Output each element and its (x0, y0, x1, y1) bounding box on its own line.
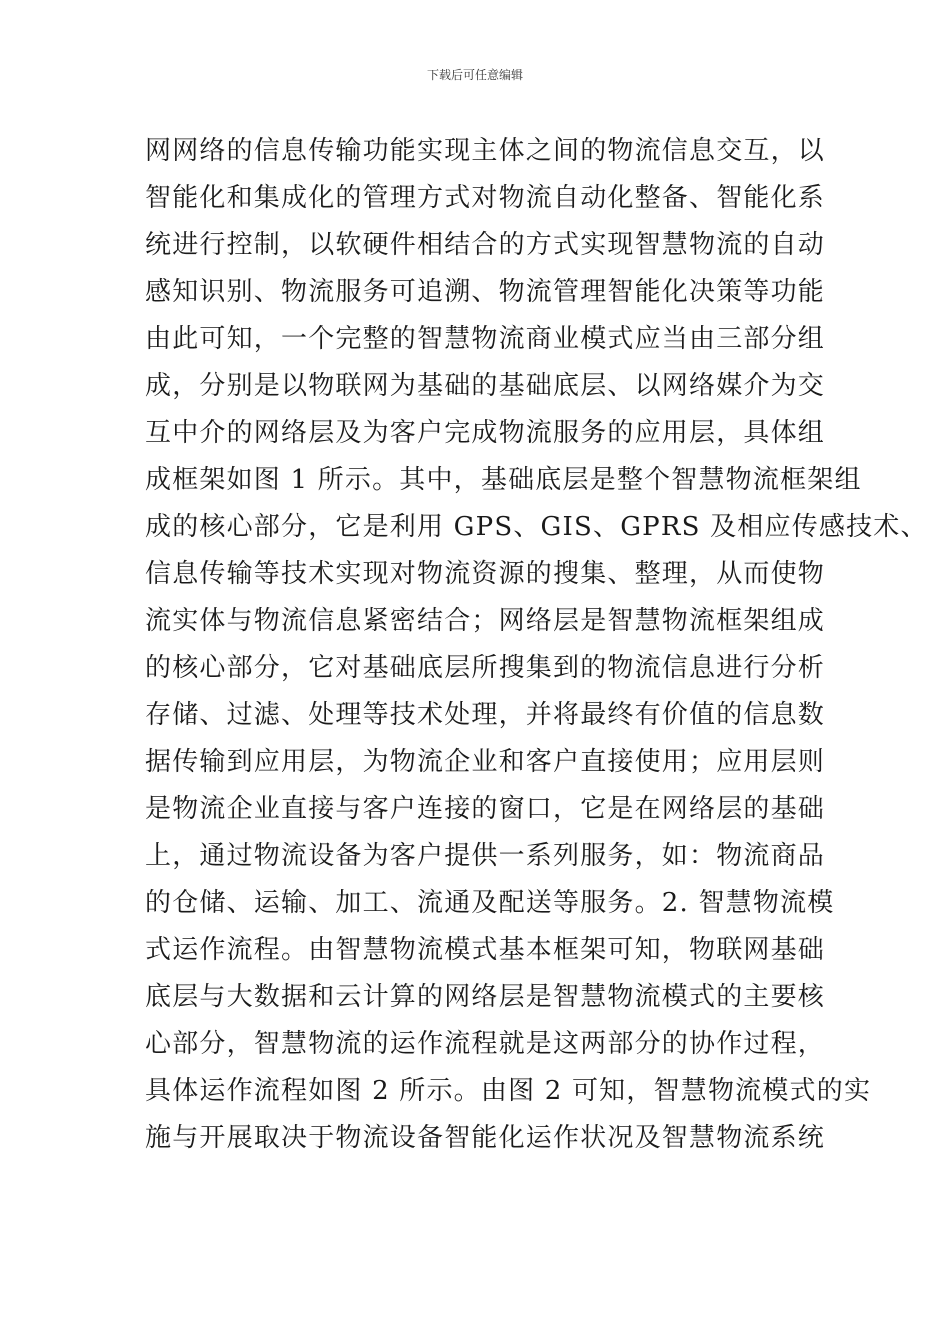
text-line: 施与开展取决于物流设备智能化运作状况及智慧物流系统 (145, 1123, 826, 1153)
text-line: 成的核心部分，它是利用 GPS、GIS、GPRS 及相应传感技术、 (145, 512, 928, 542)
text-line: 互中介的网络层及为客户完成物流服务的应用层，具体组 (145, 418, 826, 448)
text-line: 流实体与物流信息紧密结合；网络层是智慧物流框架组成 (145, 606, 826, 636)
text-line: 是物流企业直接与客户连接的窗口，它是在网络层的基础 (145, 794, 826, 824)
text-line: 智能化和集成化的管理方式对物流自动化整备、智能化系 (145, 183, 826, 213)
text-line: 成，分别是以物联网为基础的基础底层、以网络媒介为交 (145, 371, 826, 401)
text-line: 存储、过滤、处理等技术处理，并将最终有价值的信息数 (145, 700, 826, 730)
text-line: 网网络的信息传输功能实现主体之间的物流信息交互，以 (145, 136, 826, 166)
text-line: 感知识别、物流服务可追溯、物流管理智能化决策等功能 (145, 277, 826, 307)
text-line: 统进行控制，以软硬件相结合的方式实现智慧物流的自动 (145, 230, 826, 260)
text-line: 成框架如图 1 所示。其中，基础底层是整个智慧物流框架组 (145, 465, 862, 495)
text-line: 据传输到应用层，为物流企业和客户直接使用；应用层则 (145, 747, 826, 777)
text-line: 由此可知，一个完整的智慧物流商业模式应当由三部分组 (145, 324, 826, 354)
text-line: 心部分，智慧物流的运作流程就是这两部分的协作过程， (145, 1029, 826, 1059)
text-line: 式运作流程。由智慧物流模式基本框架可知，物联网基础 (145, 935, 826, 965)
text-line: 的核心部分，它对基础底层所搜集到的物流信息进行分析 (145, 653, 826, 683)
text-line: 底层与大数据和云计算的网络层是智慧物流模式的主要核 (145, 982, 826, 1012)
text-line: 上，通过物流设备为客户提供一系列服务，如：物流商品 (145, 841, 826, 871)
text-line: 具体运作流程如图 2 所示。由图 2 可知，智慧物流模式的实 (145, 1076, 872, 1106)
body-text (145, 128, 928, 1162)
page-header: 下载后可任意编辑 (426, 68, 523, 82)
text-line: 信息传输等技术实现对物流资源的搜集、整理，从而使物 (145, 559, 826, 589)
text-line: 的仓储、运输、加工、流通及配送等服务。2. 智慧物流模 (145, 888, 835, 918)
